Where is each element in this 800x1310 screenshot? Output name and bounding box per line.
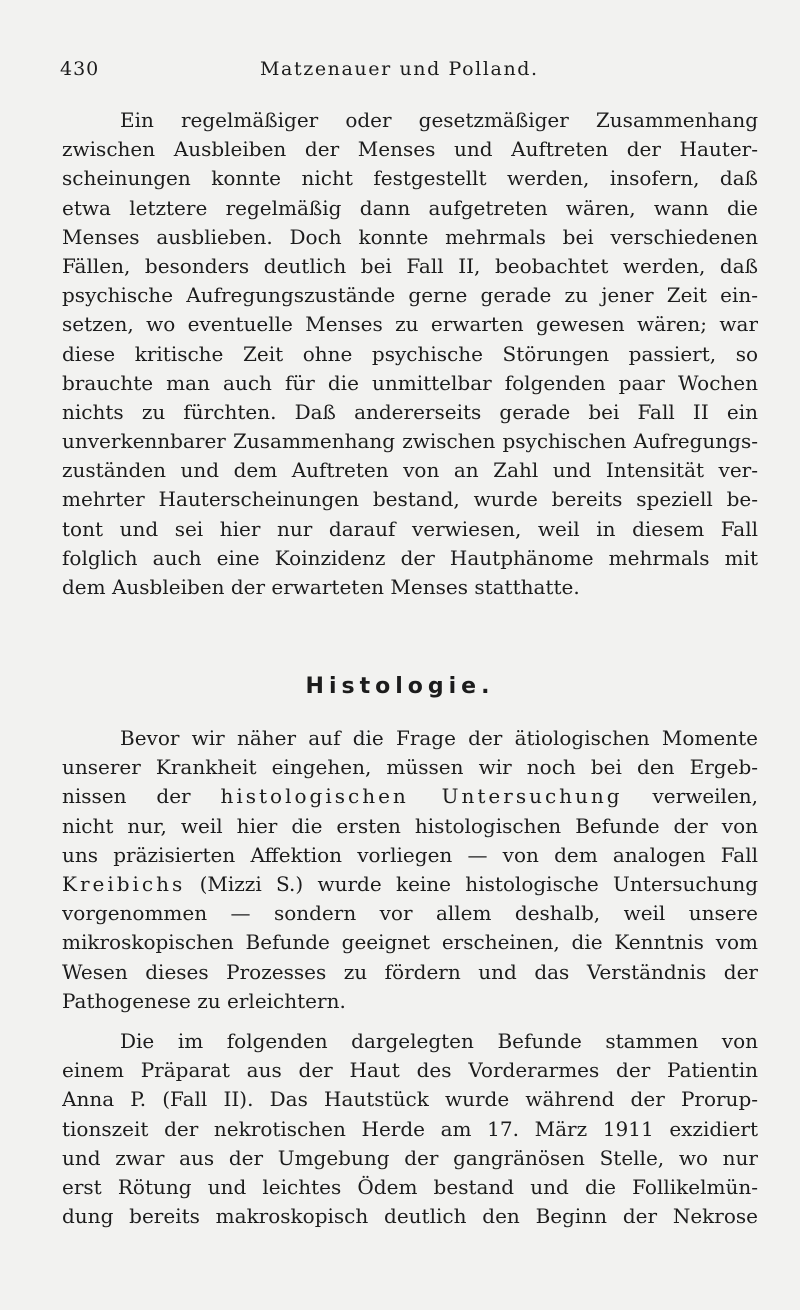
- text-line: uns präzisierten Affektion vorliegen — von dem analogen Fall: [62, 842, 758, 867]
- paragraph-histology-intro: [62, 724, 758, 1016]
- text-line: dem Ausbleiben der erwarteten Menses statthatte.: [62, 575, 580, 599]
- text-fragment: verweilen,: [652, 784, 758, 809]
- text-line: scheinungen konnte nicht festgestellt werden, insofern, daß: [62, 166, 758, 191]
- text-line: brauchte man auch für die unmittelbar folgenden paar Wochen: [62, 370, 758, 395]
- paragraph-menses: [62, 106, 758, 602]
- text-fragment: nissen der: [62, 784, 191, 809]
- section-heading: Histologie.: [305, 674, 495, 699]
- text-line: unverkennbarer Zusammenhang zwischen psychischen Aufregungs-: [62, 429, 758, 454]
- spaced-emphasis: histologischen Untersuchung: [220, 784, 623, 809]
- text-line: tont und sei hier nur darauf verwiesen, weil in diesem Fall: [62, 516, 758, 541]
- text-line: Anna P. (Fall II). Das Hautstück wurde während der Prorup-: [62, 1087, 758, 1112]
- text-line: einem Präparat aus der Haut des Vorderarmes der Patientin: [62, 1058, 758, 1083]
- text-fragment: (Mizzi S.) wurde keine histologische Untersuchung: [199, 871, 758, 896]
- text-line: Fällen, besonders deutlich bei Fall II, beobachtet werden, daß: [62, 253, 758, 278]
- text-line: etwa letztere regelmäßig dann aufgetreten wären, wann die: [62, 195, 758, 220]
- text-line: mehrter Hauterscheinungen bestand, wurde bereits speziell be-: [62, 487, 758, 512]
- text-line: dung bereits makroskopisch deutlich den Beginn der Nekrose: [62, 1204, 758, 1229]
- spaced-emphasis: Kreibichs: [62, 871, 186, 896]
- paragraph-specimen: [62, 1027, 758, 1231]
- text-line: und zwar aus der Umgebung der gangränösen Stelle, wo nur: [62, 1145, 758, 1170]
- text-line: Pathogenese zu erleichtern.: [62, 988, 346, 1013]
- text-line: vorgenommen — sondern vor allem deshalb, weil unsere: [62, 901, 758, 926]
- text-line: tionszeit der nekrotischen Herde am 17. März 1911 exzidiert: [62, 1116, 758, 1141]
- page-number: 430: [60, 58, 100, 80]
- text-line: nichts zu fürchten. Daß andererseits gerade bei Fall II ein: [62, 399, 758, 424]
- text-line: [62, 870, 758, 899]
- text-line: mikroskopischen Befunde geeignet erscheinen, die Kenntnis vom: [62, 930, 758, 955]
- text-line: unserer Krankheit eingehen, müssen wir noch bei den Ergeb-: [62, 755, 758, 780]
- text-line: Die im folgenden dargelegten Befunde stammen von: [120, 1029, 758, 1053]
- text-line: erst Rötung und leichtes Ödem bestand und die Follikelmün-: [62, 1174, 758, 1199]
- text-line: Ein regelmäßiger oder gesetzmäßiger Zusammenhang: [120, 108, 758, 132]
- text-line: folglich auch eine Koinzidenz der Hautphänome mehrmals mit: [62, 545, 758, 570]
- text-line: Wesen dieses Prozesses zu fördern und das Verständnis der: [62, 959, 758, 984]
- running-title: Matzenauer und Polland.: [260, 58, 539, 80]
- text-line: nicht nur, weil hier die ersten histologischen Befunde der von: [62, 813, 758, 838]
- text-line: psychische Aufregungszustände gerne gerade zu jener Zeit ein-: [62, 283, 758, 308]
- text-line: diese kritische Zeit ohne psychische Störungen passiert, so: [62, 341, 758, 366]
- text-line: Bevor wir näher auf die Frage der ätiologischen Momente: [120, 726, 758, 750]
- text-line: zuständen und dem Auftreten von an Zahl und Intensität ver-: [62, 458, 758, 483]
- text-line: Menses ausblieben. Doch konnte mehrmals bei verschiedenen: [62, 224, 758, 249]
- text-line: zwischen Ausbleiben der Menses und Auftreten der Hauter-: [62, 137, 758, 162]
- page-header: [60, 56, 720, 90]
- text-line: setzen, wo eventuelle Menses zu erwarten gewesen wären; war: [62, 312, 758, 337]
- text-line: [62, 782, 758, 811]
